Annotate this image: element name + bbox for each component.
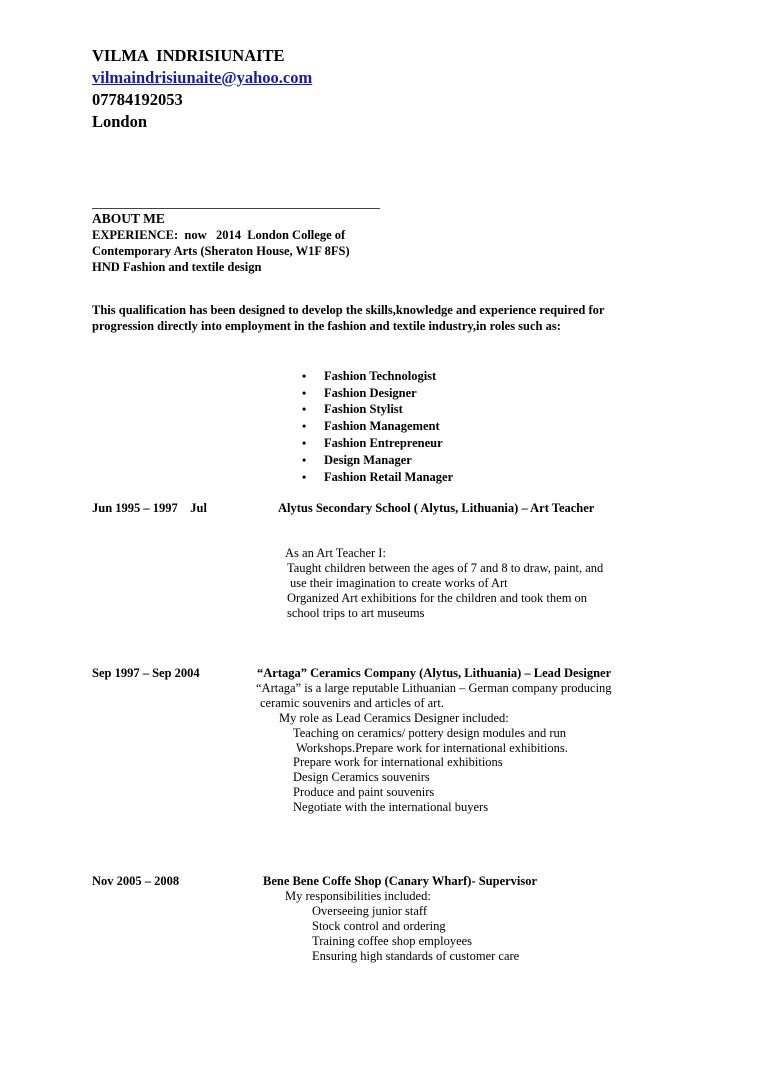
job-line: “Artaga” is a large reputable Lithuanian – German company producing (256, 681, 612, 695)
job-line: As an Art Teacher I: (285, 546, 386, 560)
city: London (92, 112, 148, 131)
job-line: use their imagination to create works of Art (290, 576, 508, 590)
bullet-icon: • (302, 436, 307, 450)
qualification-line-1: This qualification has been designed to develop the skills,knowledge and experience required for (92, 303, 605, 317)
bullet-icon: • (302, 386, 307, 400)
phone-number: 07784192053 (92, 90, 183, 109)
job-line: Prepare work for international exhibitions (293, 755, 503, 769)
job-line: My role as Lead Ceramics Designer included: (279, 711, 509, 725)
bullet-icon: • (302, 402, 307, 416)
job-line: Design Ceramics souvenirs (293, 770, 430, 784)
email-link[interactable]: vilmaindrisiunaite@yahoo.com (92, 68, 313, 87)
bullet-icon: • (302, 470, 307, 484)
job-title: Alytus Secondary School ( Alytus, Lithuania) – Art Teacher (278, 501, 595, 515)
job-dates: Jun 1995 – 1997 Jul (92, 501, 207, 515)
job-line: school trips to art museums (287, 606, 425, 620)
about-heading: ABOUT ME (92, 211, 165, 226)
bullet-icon: • (302, 453, 307, 467)
bullet-icon: • (302, 419, 307, 433)
job-line: ceramic souvenirs and articles of art. (260, 696, 444, 710)
experience-line-1: EXPERIENCE: now 2014 London College of (92, 228, 346, 242)
experience-line-3: HND Fashion and textile design (92, 260, 262, 274)
role-label: Fashion Management (324, 419, 440, 433)
section-divider (92, 208, 380, 209)
job-line: Training coffee shop employees (312, 934, 473, 948)
role-label: Design Manager (324, 453, 412, 467)
job-dates: Sep 1997 – Sep 2004 (92, 666, 200, 680)
job-line: Taught children between the ages of 7 and 8 to draw, paint, and (287, 561, 604, 575)
job-line: Stock control and ordering (312, 919, 446, 933)
bullet-icon: • (302, 369, 307, 383)
job-title: Bene Bene Coffe Shop (Canary Wharf)- Supervisor (263, 874, 538, 888)
job-line: Workshops.Prepare work for international exhibitions. (296, 741, 568, 755)
job-line: Overseeing junior staff (312, 904, 428, 918)
qualification-line-2: progression directly into employment in the fashion and textile industry,in roles such as: (92, 319, 561, 333)
role-label: Fashion Technologist (324, 369, 437, 383)
job-title: “Artaga” Ceramics Company (Alytus, Lithuania) – Lead Designer (257, 666, 612, 680)
job-dates: Nov 2005 – 2008 (92, 874, 180, 888)
role-label: Fashion Designer (324, 386, 417, 400)
job-line: Teaching on ceramics/ pottery design modules and run (293, 726, 567, 740)
job-line: My responsibilities included: (285, 889, 431, 903)
experience-line-2: Contemporary Arts (Sheraton House, W1F 8FS) (92, 244, 350, 258)
job-line: Ensuring high standards of customer care (312, 949, 520, 963)
job-line: Organized Art exhibitions for the children and took them on (287, 591, 588, 605)
role-label: Fashion Retail Manager (324, 470, 454, 484)
job-line: Produce and paint souvenirs (293, 785, 435, 799)
role-label: Fashion Stylist (324, 402, 403, 416)
job-line: Negotiate with the international buyers (293, 800, 489, 814)
candidate-name: VILMA INDRISIUNAITE (92, 46, 285, 65)
role-label: Fashion Entrepreneur (324, 436, 443, 450)
